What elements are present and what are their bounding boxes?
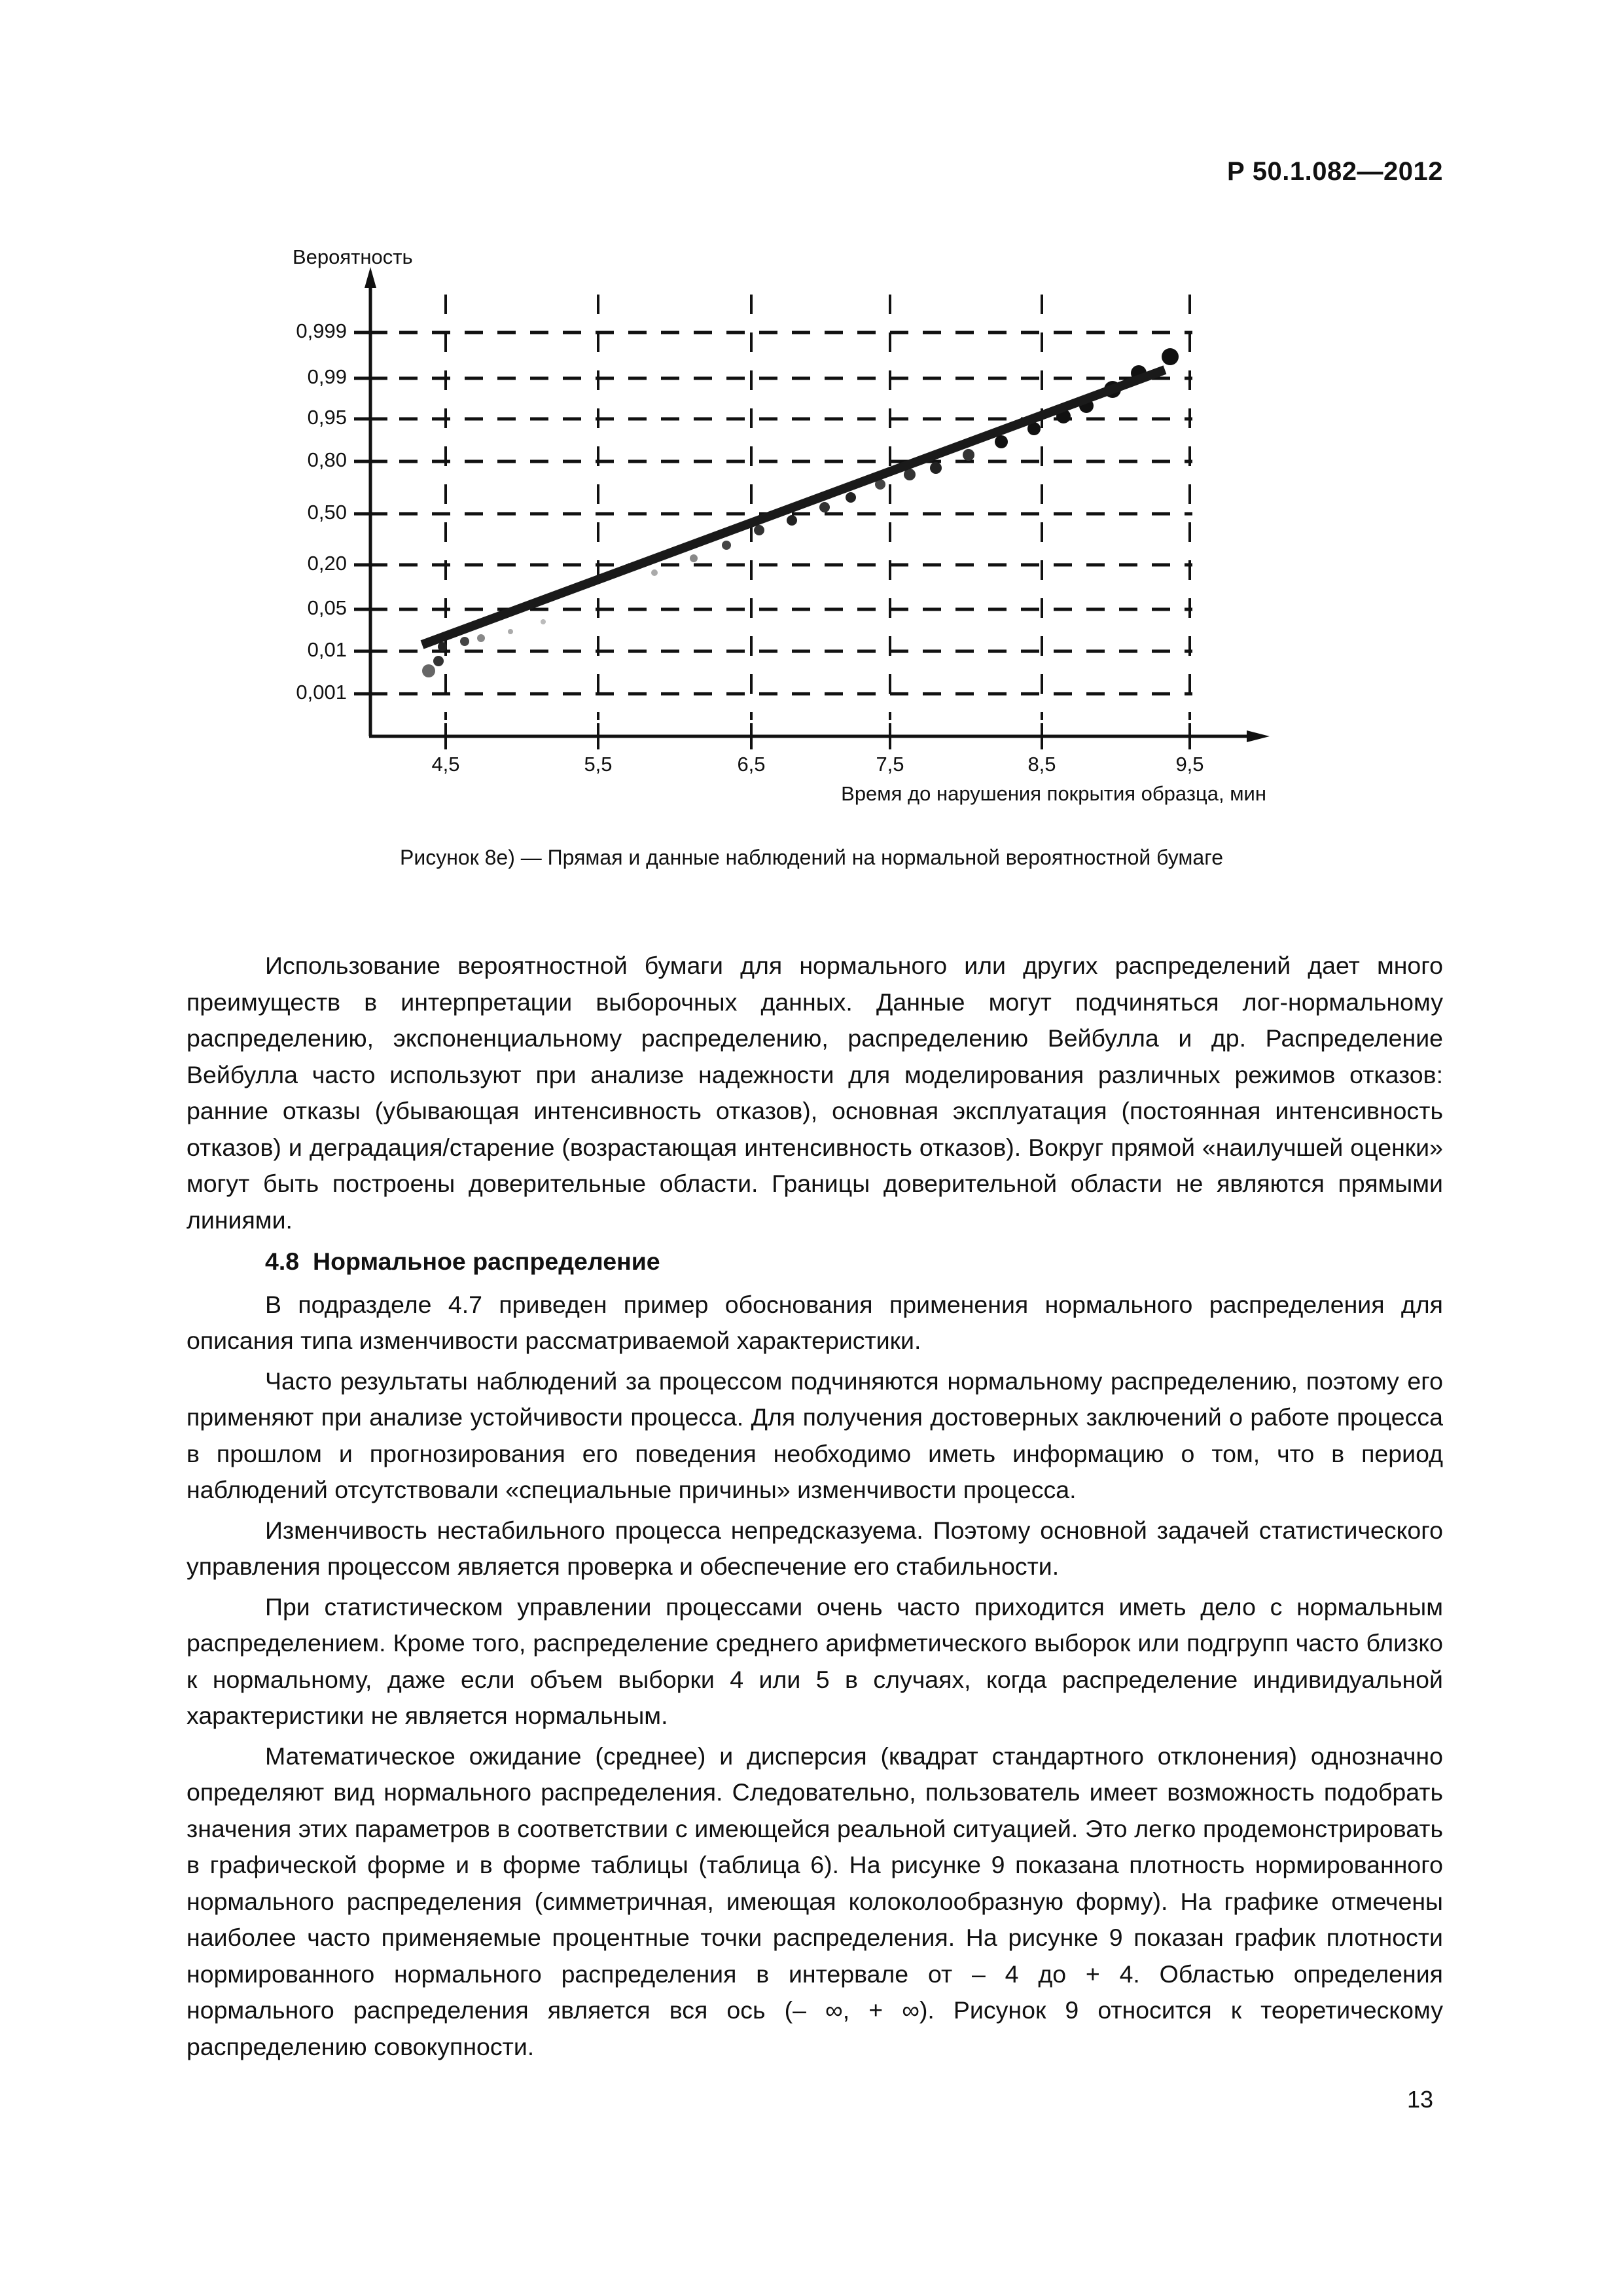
document-code: Р 50.1.082—2012 bbox=[1227, 157, 1443, 186]
paragraph: Использование вероятностной бумаги для нормального или других распределений дает много преимуществ в интерпретации выборочных данных. Данные могут подчиняться лог-нормальному распределению, экспоненциальному распределению, распределению Вейбулла и др. Распределение Вейбулла часто используют при анализе надежности для моделирования различных режимов отказов: ранние отказы (убывающая интенсивность отказов), основная эксплуатация (постоянная интенсивность отказов) и деградация/старение (возрастающая интенсивность отказов). Вокруг прямой «наилучшей оценки» могут быть построены доверительные области. Границы доверительной области не являются прямыми линиями. bbox=[187, 952, 1443, 1234]
x-tick-label: 5,5 bbox=[584, 753, 613, 776]
y-tick-label: 0,999 bbox=[296, 319, 347, 342]
vertical-gridlines bbox=[446, 295, 1190, 720]
x-axis-title: Время до нарушения покрытия образца, мин bbox=[841, 782, 1266, 805]
x-tick-label: 8,5 bbox=[1027, 753, 1056, 776]
section-heading bbox=[187, 1244, 1443, 1280]
axes bbox=[365, 267, 1270, 742]
body-text bbox=[187, 948, 1443, 2069]
chart-canvas bbox=[0, 0, 1623, 916]
fit-line bbox=[422, 370, 1165, 645]
paragraph: Изменчивость нестабильного процесса непредсказуема. Поэтому основной задачей статистического управления процессом является проверка и обеспечение его стабильности. bbox=[187, 1516, 1443, 1580]
x-axis-arrow-icon bbox=[1247, 730, 1270, 742]
section-number: 4.8 bbox=[265, 1247, 300, 1275]
paragraph: Часто результаты наблюдений за процессом подчиняются нормальному распределению, поэтому его применяют при анализе устойчивости процесса. Для получения достоверных заключений о работе процесса в прошлом и прогнозирования его поведения необходимо иметь информацию о том, что в период наблюдений отсутствовали «специальные причины» изменчивости процесса. bbox=[187, 1367, 1443, 1503]
y-tick-label: 0,95 bbox=[307, 406, 347, 429]
horizontal-gridlines bbox=[399, 332, 1192, 694]
y-tick-label: 0,001 bbox=[296, 681, 347, 704]
x-tick-label: 4,5 bbox=[431, 753, 460, 776]
y-tick-label: 0,50 bbox=[307, 501, 347, 524]
paragraph: В подразделе 4.7 приведен пример обоснования применения нормального распределения для описания типа изменчивости рассматриваемой характеристики. bbox=[187, 1290, 1443, 1354]
section-title: Нормальное распределение bbox=[312, 1247, 660, 1275]
page-number: 13 bbox=[1407, 2086, 1434, 2113]
figure-caption: Рисунок 8е) — Прямая и данные наблюдений на нормальной вероятностной бумаге bbox=[400, 846, 1223, 869]
y-tick-label: 0,20 bbox=[307, 552, 347, 575]
y-tick-label: 0,05 bbox=[307, 596, 347, 619]
y-tick-label: 0,99 bbox=[307, 365, 347, 388]
probability-plot-chart bbox=[0, 0, 1623, 916]
x-tick-label: 6,5 bbox=[737, 753, 766, 776]
y-tick-label: 0,80 bbox=[307, 448, 347, 471]
paragraph: При статистическом управлении процессами очень часто приходится иметь дело с нормальным распределением. Кроме того, распределение среднего арифметического выборок или подгрупп часто близко к нормальному, даже если объем выборки 4 или 5 в случаях, когда распределение индивидуальной характеристики не является нормальным. bbox=[187, 1592, 1443, 1729]
x-tick-label: 7,5 bbox=[876, 753, 904, 776]
paragraph: Математическое ожидание (среднее) и дисперсия (квадрат стандартного отклонения) однозначно определяют вид нормального распределения. Следовательно, пользователь имеет возможность подобрать значения этих параметров в соответствии с имеющейся реальной ситуацией. Это легко продемонстрировать в графической форме и в форме таблицы (таблица 6). На рисунке 9 показана плотность нормированного нормального распределения (симметричная, имеющая колоколообразную форму). На графике отмечены наиболее часто применяемые процентные точки распределения. На рисунке 9 показан график плотности нормированного нормального распределения в интервале от – 4 до + 4. Областью определения нормального распределения является вся ось (– ∞, + ∞). Рисунок 9 относится к теоретическому распределению совокупности. bbox=[187, 1742, 1443, 2060]
y-axis-title: Вероятность bbox=[293, 245, 413, 268]
y-tick-label: 0,01 bbox=[307, 638, 347, 661]
y-axis-arrow-icon bbox=[365, 267, 376, 288]
x-tick-label: 9,5 bbox=[1175, 753, 1204, 776]
